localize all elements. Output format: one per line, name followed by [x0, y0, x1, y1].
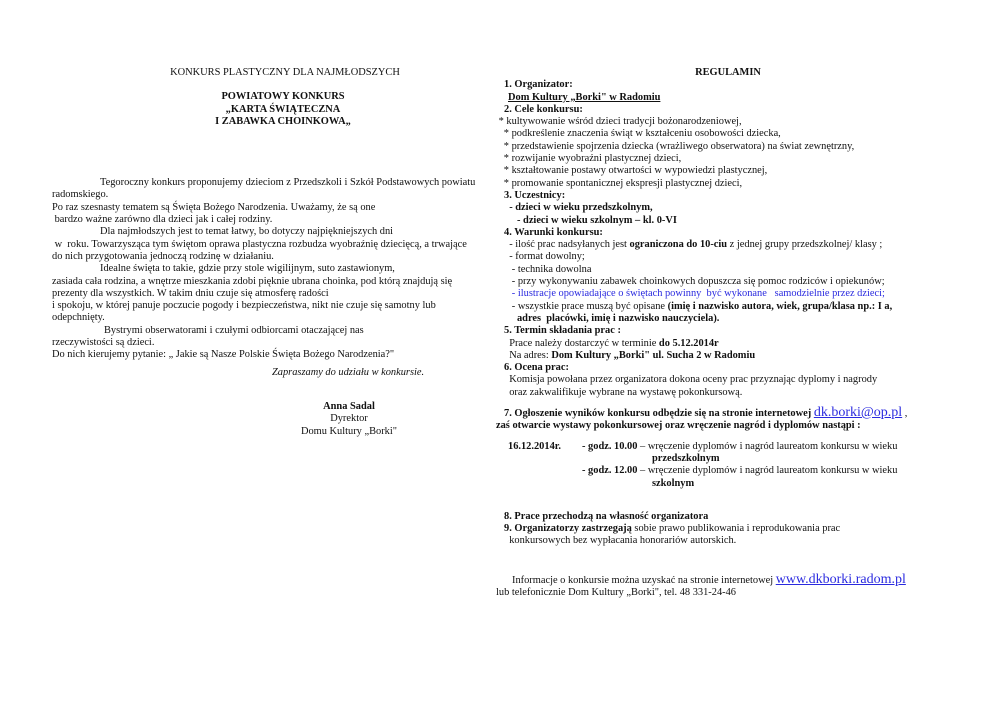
- evaluation-text: Komisja powołana przez organizatora dokona oceny prac przyznając dyplomy i nagrody: [504, 374, 878, 386]
- contest-title-line3: I ZABAWKA CHOINKOWA„: [215, 115, 351, 127]
- participant-item: - dzieci w wieku szkolnym – kl. 0-VI: [504, 214, 677, 226]
- goal-item: * rozwijanie wyobraźni plastycznej dzieci,: [496, 153, 682, 165]
- schedule-block: - godz. 10.00 – wręczenie dyplomów i nagród laureatom konkursu w wieku przedszkolnym - godz. 12.00 – wręczenie dyplomów i nagród laureatom konkursu w wieku szkolnym: [582, 440, 898, 489]
- deadline-address: Na adres: Dom Kultury „Borki" ul. Sucha 2 w Radomiu: [504, 349, 756, 361]
- condition-item: - wszystkie prace muszą być opisane (imię i nazwisko autora, wiek, grupa/klasa np.: I a,: [504, 300, 893, 312]
- invitation: Zapraszamy do udziału w konkursie.: [272, 366, 425, 378]
- condition-item: - ilość prac nadsyłanych jest ograniczona do 10-ciu z jednej grupy przedszkolnej/ klasy ;: [504, 239, 883, 251]
- left-heading: KONKURS PLASTYCZNY DLA NAJMŁODSZYCH: [170, 67, 400, 78]
- phone-info: lub telefonicznie Dom Kultury „Borki", tel. 48 331-24-46: [496, 586, 736, 598]
- results-email-link[interactable]: dk.borki@op.pl: [813, 405, 903, 421]
- info-line: Informacje o konkursie można uzyskać na stronie internetowej www.dkborki.radom.pl: [512, 571, 906, 587]
- signature-name: Anna Sadal: [323, 400, 375, 412]
- section-goals: 2. Cele konkursu:: [504, 103, 583, 115]
- intro-line: do nich przygotowania jednoczą rodzinę w działaniu.: [52, 250, 274, 262]
- section-participants: 3. Uczestnicy:: [504, 189, 566, 201]
- organizer-name: Dom Kultury „Borki" w Radomiu: [508, 91, 661, 103]
- section-conditions: 4. Warunki konkursu:: [504, 226, 603, 238]
- intro-line: Dla najmłodszych jest to temat łatwy, bo dotyczy najpiękniejszych dni: [100, 226, 394, 238]
- ceremony-date: 16.12.2014r.: [508, 440, 562, 452]
- regulations-heading: REGULAMIN: [695, 67, 761, 78]
- section-evaluation: 6. Ocena prac:: [504, 362, 569, 374]
- results-text: zaś otwarcie wystawy pokonkursowej oraz wręczenie nagród i dyplomów nastąpi :: [496, 420, 861, 432]
- evaluation-text: oraz zakwalifikuje wybrane na wystawę pokonkursową.: [504, 386, 743, 398]
- goal-item: * promowanie spontanicznej ekspresji plastycznej dzieci,: [496, 177, 743, 189]
- intro-line: bardzo ważne zarówno dla dzieci jak i całej rodziny.: [52, 214, 273, 226]
- section-results: 7. Ogłoszenie wyników konkursu odbędzie się na stronie internetowej dk.borki@op.pl ,: [504, 405, 908, 421]
- condition-item: - technika dowolna: [504, 263, 592, 275]
- right-column: [496, 67, 936, 599]
- intro-line: Do nich kierujemy pytanie: „ Jakie są Nasze Polskie Święta Bożego Narodzenia?": [52, 349, 395, 361]
- intro-line: Bystrymi obserwatorami i czułymi odbiorcami otaczającej nas: [104, 324, 364, 336]
- goal-item: * kształtowanie postawy otwartości w wypowiedzi plastycznej,: [496, 165, 768, 177]
- goal-item: * przedstawienie spojrzenia dziecka (wrażliwego obserwatora) na świat zewnętrzny,: [496, 140, 855, 152]
- section-deadline: 5. Termin składania prac :: [504, 325, 621, 337]
- section-rights: 9. Organizatorzy zastrzegają sobie prawo publikowania i reprodukowania prac: [504, 522, 841, 534]
- intro-line: i spokoju, w której panuje poczucie pogody i bezpieczeństwa, nikt nie czuje się samotny lub: [52, 300, 436, 312]
- contest-title-line1: POWIATOWY KONKURS: [221, 91, 345, 103]
- intro-line: prezenty dla wszystkich. W takim dniu czuje się atmosferę radości: [52, 287, 329, 299]
- goals-list: [496, 116, 936, 190]
- intro-line: rzeczywistości są dzieci.: [52, 337, 155, 349]
- intro-line: w roku. Towarzysząca tym świętom oprawa plastyczna rozbudza wyobraźnię dziecięcą, a trwające: [52, 238, 467, 250]
- ceremony-schedule: [496, 441, 936, 503]
- left-column: [52, 67, 498, 438]
- signature-org: Domu Kultury „Borki": [300, 425, 398, 437]
- section-organizer: 1. Organizator:: [504, 79, 573, 91]
- condition-item: - przy wykonywaniu zabawek choinkowych dopuszcza się pomoc rodziców i opiekunów;: [504, 276, 885, 288]
- intro-line: Po raz szesnasty tematem są Święta Bożego Narodzenia. Uważamy, że są one: [52, 201, 376, 213]
- intro-line: Tegoroczny konkurs proponujemy dzieciom z Przedszkoli i Szkół Podstawowych powiatu: [100, 177, 476, 189]
- goal-item: * kultywowanie wśród dzieci tradycji bożonarodzeniowej,: [496, 116, 742, 128]
- signature-role: Dyrektor: [330, 413, 368, 425]
- intro-line: odepchnięty.: [52, 312, 105, 324]
- website-link[interactable]: www.dkborki.radom.pl: [775, 571, 906, 587]
- intro-line: Idealne święta to takie, gdzie przy stole wigilijnym, suto zastawionym,: [100, 263, 395, 275]
- rights-text: konkursowych bez wypłacania honorariów autorskich.: [504, 535, 737, 547]
- goal-item: * podkreślenie znaczenia świąt w kształceniu osobowości dziecka,: [496, 128, 781, 140]
- condition-item: - ilustracje opowiadające o świętach powinny być wykonane samodzielnie przez dzieci;: [504, 288, 885, 300]
- intro-line: radomskiego.: [52, 189, 109, 201]
- condition-item: - format dowolny;: [504, 251, 585, 263]
- deadline-date: Prace należy dostarczyć w terminie do 5.12.2014r: [504, 337, 719, 349]
- intro-line: zasiada cała rodzina, a wnętrze mieszkania zdobi pięknie ubrana choinka, pod którą znajdują się: [52, 275, 453, 287]
- contest-title-line2: „KARTA ŚWIĄTECZNA: [225, 103, 341, 115]
- condition-item: adres placówki, imię i nazwisko nauczyciela).: [504, 312, 720, 324]
- section-ownership: 8. Prace przechodzą na własność organizatora: [504, 510, 709, 522]
- participant-item: - dzieci w wieku przedszkolnym,: [504, 202, 653, 214]
